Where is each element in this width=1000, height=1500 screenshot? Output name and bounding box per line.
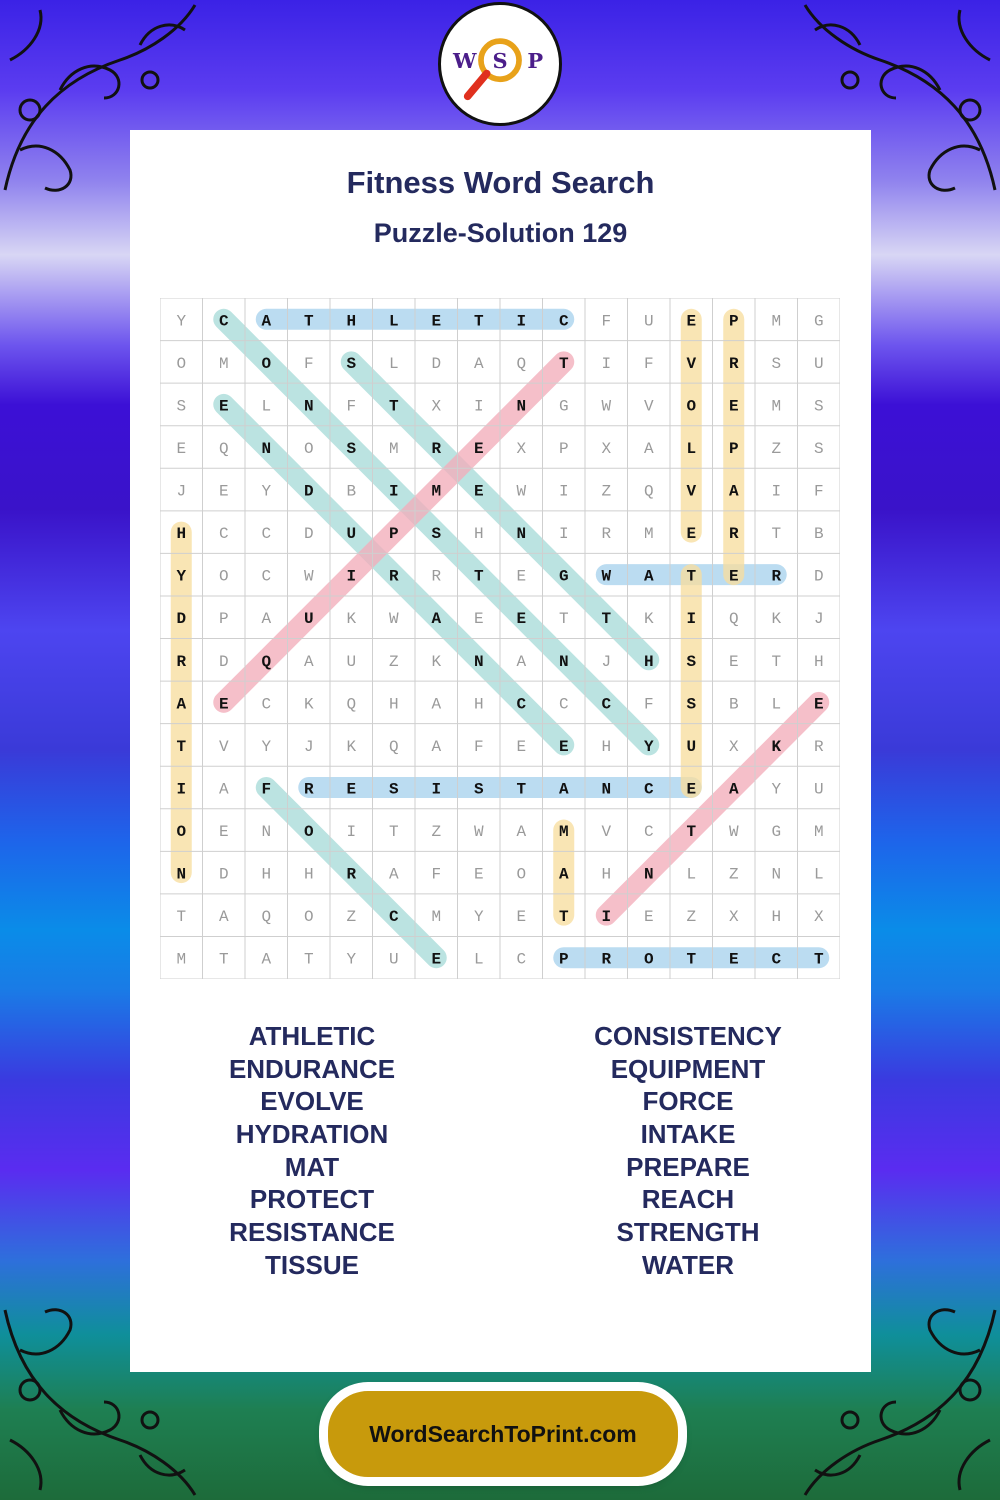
grid-cell-letter: J: [813, 610, 824, 629]
grid-cell-letter: C: [516, 695, 527, 714]
grid-cell-letter: A: [728, 780, 739, 799]
grid-cell-letter: T: [388, 823, 399, 842]
grid-cell-letter: E: [473, 610, 484, 629]
grid-cell-letter: K: [771, 737, 782, 756]
grid-cell-letter: A: [218, 780, 229, 799]
grid-cell-letter: E: [516, 610, 527, 629]
grid-cell-letter: J: [303, 737, 314, 756]
grid-cell-letter: S: [813, 439, 824, 458]
grid-cell-letter: U: [388, 950, 399, 969]
grid-cell-letter: R: [728, 354, 739, 373]
grid-cell-letter: I: [601, 908, 612, 927]
grid-cell-letter: N: [516, 397, 527, 416]
grid-cell-letter: P: [558, 950, 569, 969]
grid-cell-letter: K: [431, 652, 442, 671]
grid-cell-letter: T: [686, 567, 697, 586]
grid-cell-letter: E: [686, 312, 697, 331]
grid-cell-letter: I: [686, 610, 697, 629]
grid-cell-letter: T: [813, 950, 824, 969]
grid-cell-letter: C: [261, 695, 272, 714]
grid-cell-letter: E: [431, 312, 442, 331]
grid-cell-letter: A: [431, 695, 442, 714]
grid-cell-letter: I: [176, 780, 187, 799]
grid-cell-letter: L: [771, 695, 782, 714]
grid-cell-letter: H: [303, 865, 314, 884]
grid-cell-letter: G: [558, 397, 569, 416]
grid-cell-letter: A: [643, 567, 654, 586]
grid-cell-letter: H: [601, 865, 612, 884]
grid-cell-letter: X: [728, 908, 739, 927]
grid-cell-letter: C: [261, 525, 272, 544]
grid-cell-letter: E: [431, 950, 442, 969]
grid-cell-letter: X: [431, 397, 442, 416]
grid-cell-letter: Y: [176, 567, 187, 586]
grid-cell-letter: Y: [771, 780, 782, 799]
page-title: Fitness Word Search: [346, 165, 655, 200]
grid-cell-letter: C: [771, 950, 782, 969]
grid-cell-letter: Z: [771, 439, 782, 458]
grid-cell-letter: I: [473, 397, 484, 416]
grid-cell-letter: R: [346, 865, 357, 884]
grid-cell-letter: Q: [218, 439, 229, 458]
grid-cell-letter: O: [686, 397, 697, 416]
word-item: HYDRATION: [235, 1119, 389, 1150]
grid-cell-letter: M: [431, 482, 442, 501]
grid-cell-letter: S: [176, 397, 187, 416]
grid-cell-letter: L: [686, 865, 697, 884]
grid-cell-letter: T: [686, 950, 697, 969]
grid-cell-letter: G: [771, 823, 782, 842]
grid-cell-letter: T: [558, 354, 569, 373]
grid-cell-letter: A: [516, 652, 527, 671]
grid-cell-letter: L: [813, 865, 824, 884]
grid-cell-letter: O: [176, 354, 187, 373]
grid-cell-letter: U: [813, 354, 824, 373]
grid-cell-letter: E: [473, 439, 484, 458]
grid-cell-letter: H: [643, 652, 654, 671]
grid-cell-letter: M: [558, 823, 569, 842]
word-item: STRENGTH: [616, 1217, 760, 1248]
grid-cell-letter: R: [728, 525, 739, 544]
grid-cell-letter: I: [516, 312, 527, 331]
grid-cell-letter: Y: [346, 950, 357, 969]
grid-cell-letter: J: [176, 482, 187, 501]
grid-cell-letter: W: [728, 823, 739, 842]
grid-cell-letter: Y: [261, 482, 272, 501]
grid-cell-letter: N: [601, 780, 612, 799]
grid-cell-letter: B: [728, 695, 739, 714]
grid-cell-letter: T: [473, 312, 484, 331]
grid-cell-letter: D: [218, 865, 229, 884]
grid-cell-letter: K: [771, 610, 782, 629]
grid-cell-letter: T: [601, 610, 612, 629]
word-item: PREPARE: [626, 1151, 750, 1182]
grid-cell-letter: E: [686, 525, 697, 544]
grid-cell-letter: D: [176, 610, 187, 629]
grid-cell-letter: A: [558, 865, 569, 884]
grid-cell-letter: L: [388, 354, 399, 373]
grid-cell-letter: A: [218, 908, 229, 927]
word-search-grid: [160, 298, 840, 979]
grid-cell-letter: F: [643, 695, 654, 714]
grid-cell-letter: C: [601, 695, 612, 714]
grid-cell-letter: N: [303, 397, 314, 416]
logo-letter-p: P: [527, 47, 544, 73]
grid-cell-letter: A: [431, 737, 442, 756]
grid-cell-letter: Q: [261, 908, 272, 927]
grid-cell-letter: W: [516, 482, 527, 501]
grid-cell-letter: M: [771, 312, 782, 331]
grid-cell-letter: Z: [601, 482, 612, 501]
grid-cell-letter: T: [771, 652, 782, 671]
grid-cell-letter: Q: [643, 482, 654, 501]
grid-cell-letter: I: [388, 482, 399, 501]
grid-cell-letter: E: [176, 439, 187, 458]
grid-cell-letter: G: [558, 567, 569, 586]
grid-cell-letter: A: [261, 610, 272, 629]
word-list-left: [152, 1020, 472, 1282]
grid-cell-letter: K: [303, 695, 314, 714]
grid-cell-letter: T: [388, 397, 399, 416]
grid-cell-letter: E: [516, 737, 527, 756]
grid-cell-letter: N: [771, 865, 782, 884]
grid-cell-letter: T: [176, 737, 187, 756]
grid-cell-letter: W: [473, 823, 484, 842]
grid-cell-letter: W: [601, 397, 612, 416]
grid-cell-letter: U: [643, 312, 654, 331]
grid-cell-letter: E: [728, 567, 739, 586]
grid-cell-letter: Y: [473, 908, 484, 927]
word-item: TISSUE: [265, 1249, 359, 1280]
grid-cell-letter: O: [261, 354, 272, 373]
grid-cell-letter: S: [473, 780, 484, 799]
grid-cell-letter: D: [218, 652, 229, 671]
grid-cell-letter: E: [218, 397, 229, 416]
grid-cell-letter: T: [176, 908, 187, 927]
grid-cell-letter: V: [218, 737, 229, 756]
word-list-right: [528, 1020, 848, 1282]
word-item: INTAKE: [640, 1119, 736, 1150]
grid-cell-letter: I: [601, 354, 612, 373]
grid-cell-letter: Q: [346, 695, 357, 714]
grid-cell-letter: C: [261, 567, 272, 586]
grid-cell-letter: Z: [728, 865, 739, 884]
grid-cell-letter: A: [516, 823, 527, 842]
grid-cell-letter: A: [176, 695, 187, 714]
grid-cell-letter: A: [431, 610, 442, 629]
grid-cell-letter: E: [813, 695, 824, 714]
grid-cell-letter: X: [728, 737, 739, 756]
grid-cell-letter: O: [303, 823, 314, 842]
grid-cell-letter: J: [601, 652, 612, 671]
grid-cell-letter: T: [516, 780, 527, 799]
grid-cell-letter: F: [261, 780, 272, 799]
grid-cell-letter: O: [516, 865, 527, 884]
grid-cell-letter: C: [218, 525, 229, 544]
grid-cell-letter: F: [431, 865, 442, 884]
grid-cell-letter: O: [303, 908, 314, 927]
grid-cell-letter: E: [558, 737, 569, 756]
grid-cell-letter: C: [643, 823, 654, 842]
word-item: RESISTANCE: [229, 1217, 395, 1248]
grid-cell-letter: F: [346, 397, 357, 416]
grid-cell-letter: A: [643, 439, 654, 458]
grid-cell-letter: L: [473, 950, 484, 969]
grid-cell-letter: Y: [261, 737, 272, 756]
grid-cell-letter: W: [388, 610, 399, 629]
grid-cell-letter: K: [346, 737, 357, 756]
grid-cell-letter: X: [516, 439, 527, 458]
site-link-button[interactable]: [325, 1388, 681, 1480]
word-item: WATER: [642, 1249, 734, 1280]
word-item: ENDURANCE: [228, 1053, 396, 1084]
grid-cell-letter: R: [601, 950, 612, 969]
grid-cell-letter: Z: [431, 823, 442, 842]
grid-cell-letter: P: [388, 525, 399, 544]
grid-cell-letter: A: [261, 950, 272, 969]
word-item: FORCE: [642, 1086, 734, 1117]
grid-cell-letter: B: [346, 482, 357, 501]
grid-cell-letter: T: [218, 950, 229, 969]
grid-cell-letter: M: [431, 908, 442, 927]
grid-cell-letter: S: [346, 439, 357, 458]
grid-cell-letter: O: [176, 823, 187, 842]
grid-cell-letter: R: [813, 737, 824, 756]
grid-cell-letter: E: [346, 780, 357, 799]
grid-cell-letter: V: [686, 354, 697, 373]
grid-cell-letter: M: [643, 525, 654, 544]
grid-cell-letter: M: [771, 397, 782, 416]
grid-cell-letter: U: [303, 610, 314, 629]
grid-cell-letter: E: [516, 908, 527, 927]
grid-cell-letter: A: [473, 354, 484, 373]
word-item: CONSISTENCY: [594, 1021, 782, 1051]
grid-cell-letter: T: [686, 823, 697, 842]
grid-cell-letter: P: [558, 439, 569, 458]
grid-cell-letter: U: [813, 780, 824, 799]
grid-cell-letter: A: [303, 652, 314, 671]
grid-cell-letter: D: [813, 567, 824, 586]
grid-cell-letter: M: [176, 950, 187, 969]
grid-cell-letter: U: [686, 737, 697, 756]
grid-cell-letter: R: [771, 567, 782, 586]
logo-letter-s: S: [492, 47, 508, 73]
grid-cell-letter: O: [218, 567, 229, 586]
grid-cell-letter: S: [686, 652, 697, 671]
grid-cell-letter: M: [813, 823, 824, 842]
grid-cell-letter: T: [771, 525, 782, 544]
grid-cell-letter: S: [346, 354, 357, 373]
grid-cell-letter: A: [558, 780, 569, 799]
grid-cell-letter: B: [813, 525, 824, 544]
grid-cell-letter: Z: [686, 908, 697, 927]
grid-cell-letter: T: [558, 610, 569, 629]
grid-canvas: [160, 298, 840, 979]
grid-cell-letter: V: [601, 823, 612, 842]
grid-cell-letter: N: [516, 525, 527, 544]
word-item: EQUIPMENT: [610, 1053, 766, 1084]
grid-cell-letter: L: [388, 312, 399, 331]
grid-cell-letter: E: [728, 397, 739, 416]
logo-letter-w: W: [453, 47, 477, 73]
grid-cell-letter: I: [346, 567, 357, 586]
grid-cell-letter: N: [176, 865, 187, 884]
grid-cell-letter: D: [303, 482, 314, 501]
page-subtitle: Puzzle-Solution 129: [373, 218, 628, 248]
word-item: PROTECT: [249, 1184, 375, 1215]
grid-cell-letter: H: [473, 525, 484, 544]
grid-cell-letter: E: [473, 865, 484, 884]
grid-cell-letter: E: [218, 823, 229, 842]
grid-cell-letter: C: [643, 780, 654, 799]
grid-cell-letter: N: [558, 652, 569, 671]
grid-cell-letter: T: [558, 908, 569, 927]
grid-cell-letter: S: [686, 695, 697, 714]
grid-cell-letter: E: [643, 908, 654, 927]
grid-cell-letter: R: [388, 567, 399, 586]
word-item: MAT: [284, 1151, 340, 1182]
grid-cell-letter: F: [813, 482, 824, 501]
grid-cell-letter: Q: [516, 354, 527, 373]
word-item: EVOLVE: [260, 1086, 364, 1117]
grid-cell-letter: R: [431, 567, 442, 586]
grid-cell-letter: Q: [261, 652, 272, 671]
grid-cell-letter: F: [601, 312, 612, 331]
grid-cell-letter: S: [431, 525, 442, 544]
grid-cell-letter: X: [601, 439, 612, 458]
grid-cell-letter: C: [218, 312, 229, 331]
grid-cell-letter: H: [473, 695, 484, 714]
grid-cell-letter: S: [813, 397, 824, 416]
grid-cell-letter: D: [303, 525, 314, 544]
grid-cell-letter: P: [728, 439, 739, 458]
grid-cell-letter: R: [431, 439, 442, 458]
grid-cell-letter: R: [303, 780, 314, 799]
grid-cell-letter: K: [346, 610, 357, 629]
grid-cell-letter: S: [388, 780, 399, 799]
grid-cell-letter: C: [558, 312, 569, 331]
grid-cell-letter: L: [261, 397, 272, 416]
grid-cell-letter: N: [643, 865, 654, 884]
grid-cell-letter: T: [473, 567, 484, 586]
grid-cell-letter: V: [643, 397, 654, 416]
grid-cell-letter: F: [303, 354, 314, 373]
grid-cell-letter: C: [388, 908, 399, 927]
grid-cell-letter: P: [218, 610, 229, 629]
grid-cell-letter: H: [813, 652, 824, 671]
word-item: ATHLETIC: [248, 1021, 376, 1051]
grid-cell-letter: E: [218, 695, 229, 714]
grid-cell-letter: L: [686, 439, 697, 458]
grid-cell-letter: Q: [728, 610, 739, 629]
grid-cell-letter: W: [601, 567, 612, 586]
grid-cell-letter: S: [771, 354, 782, 373]
grid-cell-letter: Y: [643, 737, 654, 756]
grid-cell-letter: H: [388, 695, 399, 714]
grid-cell-letter: T: [303, 950, 314, 969]
grid-cell-letter: A: [388, 865, 399, 884]
grid-cell-letter: E: [218, 482, 229, 501]
grid-cell-letter: E: [516, 567, 527, 586]
grid-cell-letter: N: [261, 439, 272, 458]
grid-cell-letter: O: [643, 950, 654, 969]
grid-cell-letter: P: [728, 312, 739, 331]
grid-cell-letter: X: [813, 908, 824, 927]
grid-cell-letter: E: [473, 482, 484, 501]
grid-cell-letter: D: [431, 354, 442, 373]
grid-cell-letter: C: [558, 695, 569, 714]
grid-cell-letter: O: [303, 439, 314, 458]
site-logo[interactable]: [438, 2, 562, 126]
grid-cell-letter: M: [388, 439, 399, 458]
grid-cell-letter: N: [261, 823, 272, 842]
grid-cell-letter: E: [728, 950, 739, 969]
grid-cell-letter: R: [601, 525, 612, 544]
grid-cell-letter: E: [728, 652, 739, 671]
grid-cell-letter: I: [346, 823, 357, 842]
grid-cell-letter: T: [303, 312, 314, 331]
site-link-label: WordSearchToPrint.com: [369, 1420, 637, 1447]
grid-cell-letter: F: [473, 737, 484, 756]
grid-cell-letter: N: [473, 652, 484, 671]
grid-cell-letter: U: [346, 652, 357, 671]
grid-cell-letter: Q: [388, 737, 399, 756]
grid-cell-letter: H: [176, 525, 187, 544]
grid-cell-letter: I: [558, 482, 569, 501]
grid-cell-letter: U: [346, 525, 357, 544]
grid-cell-letter: K: [643, 610, 654, 629]
grid-cell-letter: Z: [346, 908, 357, 927]
grid-cell-letter: W: [303, 567, 314, 586]
word-item: REACH: [641, 1184, 735, 1215]
grid-cell-letter: Y: [176, 312, 187, 331]
grid-cell-letter: H: [601, 737, 612, 756]
grid-cell-letter: I: [558, 525, 569, 544]
grid-cell-letter: H: [346, 312, 357, 331]
grid-cell-letter: I: [771, 482, 782, 501]
grid-cell-letter: I: [431, 780, 442, 799]
grid-cell-letter: V: [686, 482, 697, 501]
grid-cell-letter: A: [261, 312, 272, 331]
grid-cell-letter: E: [686, 780, 697, 799]
grid-cell-letter: A: [728, 482, 739, 501]
grid-cell-letter: H: [261, 865, 272, 884]
grid-cell-letter: C: [516, 950, 527, 969]
grid-cell-letter: R: [176, 652, 187, 671]
grid-cell-letter: F: [643, 354, 654, 373]
grid-cell-letter: G: [813, 312, 824, 331]
grid-cell-letter: M: [218, 354, 229, 373]
grid-cell-letter: Z: [388, 652, 399, 671]
grid-cell-letter: H: [771, 908, 782, 927]
